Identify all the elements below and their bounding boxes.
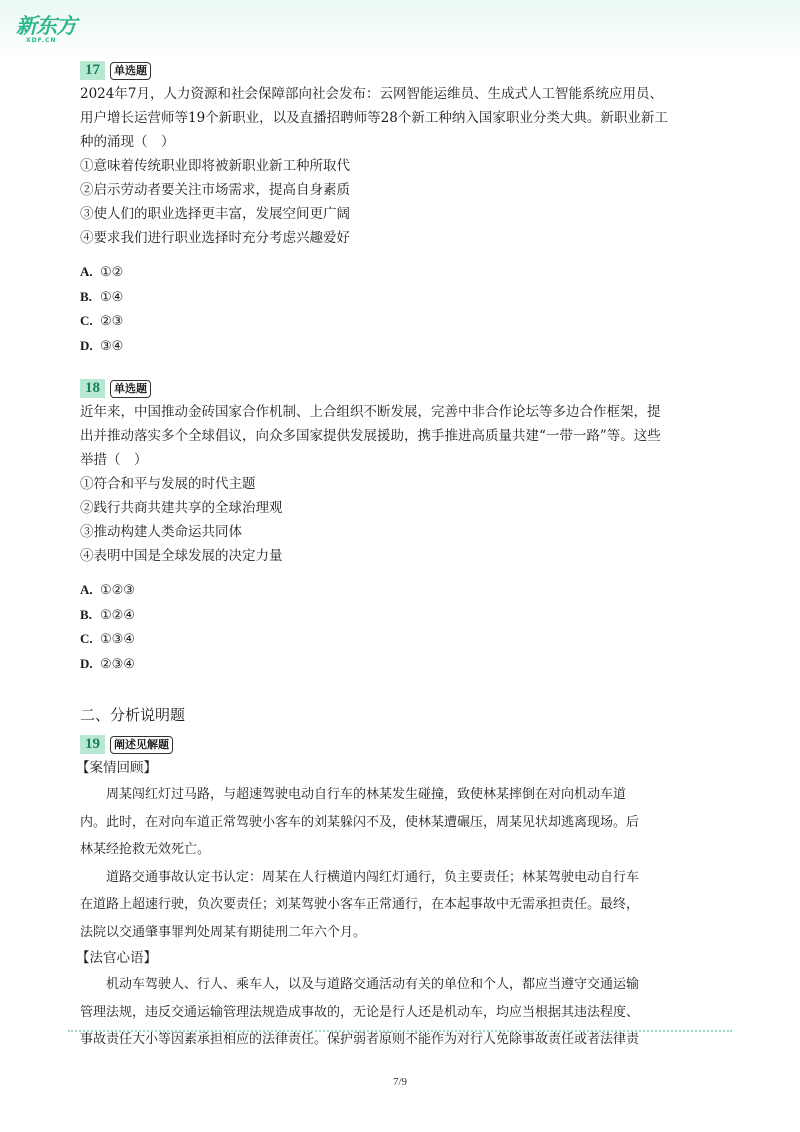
question-type-tag: 单选题 (110, 380, 151, 398)
question-17 (80, 60, 720, 358)
option-letter: D. (80, 337, 93, 353)
paragraph-line: 林某经抢救无效死亡。 (80, 842, 211, 857)
stem-line: 举措（ ） (80, 452, 148, 468)
xdf-logo (16, 10, 88, 44)
logo-subtext: XDF.CN (26, 37, 57, 44)
stem-statement: ④要求我们进行职业选择时充分考虑兴趣爱好 (80, 230, 350, 246)
option-c[interactable] (80, 309, 720, 334)
paragraph-line: 法院以交通肇事罪判处周某有期徒刑二年六个月。 (80, 924, 367, 940)
question-number-badge: 19 (80, 735, 105, 754)
option-text: ①④ (100, 289, 124, 305)
option-a[interactable] (80, 260, 720, 285)
option-letter: A. (80, 264, 93, 279)
stem-line: 2024年7月，人力资源和社会保障部向社会发布：云网智能运维员、生成式人工智能系统应用员、 (80, 86, 663, 102)
option-text: ①③④ (100, 632, 135, 647)
option-b[interactable] (80, 285, 720, 310)
option-b[interactable] (80, 603, 720, 628)
paragraph-line: 内。此时，在对向车道正常驾驶小客车的刘某躲闪不及，使林某遭碾压，周某见状却逃离现场。后 (80, 814, 640, 830)
question-stem (80, 82, 720, 250)
option-letter: B. (80, 288, 92, 304)
stem-line: 出并推动落实多个全球倡议，向众多国家提供发展援助，携手推进高质量共建“一带一路”等。这些 (80, 428, 661, 444)
option-c[interactable] (80, 627, 720, 652)
page-number: 7/9 (392, 1076, 408, 1088)
option-text: ①②④ (100, 607, 135, 623)
paragraph-line: 事故责任大小等因素承担相应的法律责任。保护弱者原则不能作为对行人免除事故责任或者法律责 (80, 1032, 640, 1047)
question-header (80, 734, 720, 755)
option-letter: D. (80, 655, 93, 671)
option-text: ①② (100, 265, 124, 280)
question-type-tag: 阐述见解题 (110, 736, 173, 754)
option-letter: C. (80, 313, 93, 328)
judge-heading: 【法官心语】 (76, 950, 157, 966)
option-d[interactable] (80, 334, 720, 359)
question-header (80, 60, 720, 81)
case-paragraph (80, 781, 720, 864)
question-18 (80, 378, 720, 676)
question-header (80, 378, 720, 399)
paragraph-line: 在道路上超速行驶，负次要责任；刘某驾驶小客车正常通行，在本起事故中无需承担责任。最终， (80, 897, 640, 912)
option-text: ②③ (100, 314, 124, 329)
option-letter: A. (80, 582, 93, 597)
page-content (76, 60, 720, 1054)
footer-divider (68, 1030, 732, 1032)
question-19 (76, 734, 720, 1054)
stem-line: 近年来，中国推动金砖国家合作机制、上合组织不断发展，完善中非合作论坛等多边合作框架，提 (80, 404, 661, 420)
question-type-tag: 单选题 (110, 62, 151, 80)
judge-paragraph (80, 971, 720, 1054)
option-text: ①②③ (100, 583, 135, 598)
paragraph-line: 机动车驾驶人、行人、乘车人，以及与道路交通活动有关的单位和个人，都应当遵守交通运输 (106, 977, 640, 992)
section-title: 二、分析说明题 (80, 706, 186, 724)
paragraph-line: 周某闯红灯过马路，与超速驾驶电动自行车的林某发生碰撞，致使林某摔倒在对向机动车道 (106, 787, 627, 802)
option-letter: B. (80, 606, 92, 622)
question-stem (80, 400, 720, 568)
question-number-badge: 18 (80, 379, 105, 398)
paragraph-line: 道路交通事故认定书认定：周某在人行横道内闯红灯通行，负主要责任；林某驾驶电动自行车 (106, 869, 640, 885)
stem-line: 种的涌现（ ） (80, 134, 175, 150)
option-text: ②③④ (100, 656, 135, 672)
stem-statement: ③使人们的职业选择更丰富，发展空间更广阔 (80, 206, 350, 222)
option-a[interactable] (80, 578, 720, 603)
stem-statement: ①意味着传统职业即将被新职业新工种所取代 (80, 158, 350, 174)
logo-text: 新东方 (16, 14, 76, 38)
stem-statement: ④表明中国是全球发展的决定力量 (80, 548, 283, 564)
stem-line: 用户增长运营师等19个新职业，以及直播招聘师等28个新工种纳入国家职业分类大典。新职业新工 (80, 110, 668, 126)
option-d[interactable] (80, 652, 720, 677)
options-list (80, 578, 720, 676)
stem-statement: ③推动构建人类命运共同体 (80, 524, 242, 540)
header-band (0, 0, 800, 62)
stem-statement: ②践行共商共建共享的全球治理观 (80, 500, 283, 516)
question-number-badge: 17 (80, 61, 105, 80)
stem-statement: ①符合和平与发展的时代主题 (80, 476, 256, 492)
paragraph-line: 管理法规，违反交通运输管理法规造成事故的，无论是行人还是机动车，均应当根据其违法程度、 (80, 1004, 640, 1020)
case-paragraph (80, 864, 720, 947)
option-text: ③④ (100, 338, 124, 354)
option-letter: C. (80, 631, 93, 646)
options-list (80, 260, 720, 358)
stem-statement: ②启示劳动者要关注市场需求，提高自身素质 (80, 182, 350, 198)
case-heading: 【案情回顾】 (76, 760, 157, 776)
